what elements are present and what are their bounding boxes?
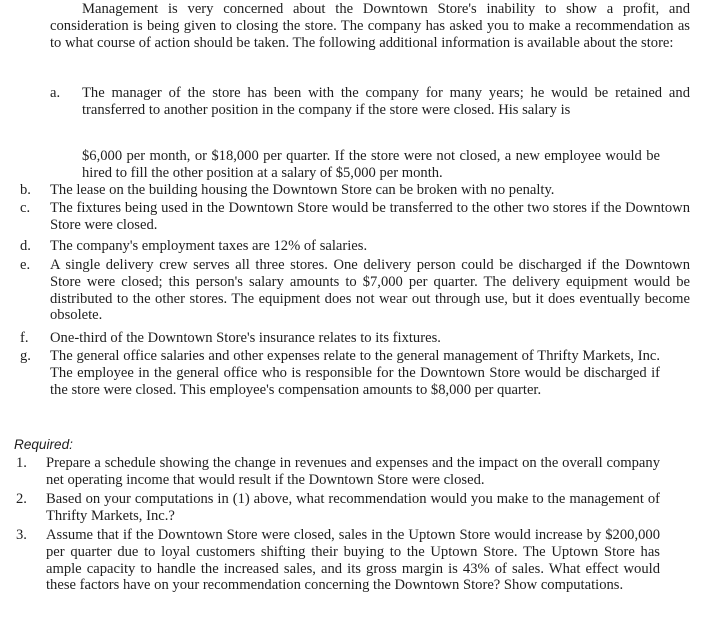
required-item-3 [16, 527, 660, 594]
required-heading: Required: [14, 437, 73, 452]
item-label: f. [20, 330, 29, 346]
item-label: g. [20, 348, 31, 364]
item-label: 3. [16, 527, 27, 543]
info-item-b [20, 182, 690, 199]
info-item-c [20, 200, 690, 234]
item-label: b. [20, 182, 31, 198]
intro-paragraph: Management is very concerned about the Downtown Store's inability to show a profit, and consideration is being given to closing the store. The company has asked you to make a recommendation as to what course of action should be taken. The following additional information is available about the store: [50, 1, 690, 51]
item-text: The lease on the building housing the Downtown Store can be broken with no penalty. [50, 182, 555, 198]
item-text: One-third of the Downtown Store's insurance relates to its fixtures. [50, 330, 441, 346]
item-text: The fixtures being used in the Downtown Store would be transferred to the other two stores if the Downtown Store were closed. [50, 200, 690, 233]
item-label: 1. [16, 455, 27, 471]
info-item-a-continued [82, 148, 660, 182]
item-label: d. [20, 238, 31, 254]
item-label: e. [20, 257, 31, 273]
item-text: The company's employment taxes are 12% of salaries. [50, 238, 368, 254]
required-item-2 [16, 491, 660, 525]
info-item-e [20, 257, 690, 324]
item-text: Prepare a schedule showing the change in revenues and expenses and the impact on the overall company net operating income that would result if the Downtown Store were closed. [46, 455, 660, 488]
info-item-d [20, 238, 690, 255]
item-label: c. [20, 200, 31, 216]
item-text: The manager of the store has been with the company for many years; he would be retained and transferred to another position in the company if the store were closed. His salary is [82, 85, 690, 118]
item-text: Assume that if the Downtown Store were closed, sales in the Uptown Store would increase by $200,000 per quarter due to loyal customers shifting their buying to the Uptown Store. The Uptown Store has ample capacity to handle the increased sales, and its gross margin is 43% of sales. What effect would these factors have on your recommendation concerning the Downtown Store? Show computations. [46, 527, 660, 594]
item-text: Based on your computations in (1) above, what recommendation would you make to the management of Thrifty Markets, Inc.? [46, 491, 660, 524]
info-item-a [50, 85, 690, 119]
item-text: $6,000 per month, or $18,000 per quarter. If the store were not closed, a new employee would be hired to fill the other position at a salary of $5,000 per month. [82, 148, 660, 181]
info-item-g [20, 348, 660, 398]
item-text: The general office salaries and other expenses relate to the general management of Thrifty Markets, Inc. The employee in the general office who is responsible for the Downtown Store would be discharged if the store were closed. This employee's compensation amounts to $8,000 per quarter. [50, 348, 660, 398]
item-label: a. [50, 85, 61, 101]
item-label: 2. [16, 491, 27, 507]
item-text: A single delivery crew serves all three stores. One delivery person could be discharged if the Downtown Store were closed; this person's salary amounts to $7,000 per quarter. The delivery equipment would be distributed to the other stores. The equipment does not wear out through use, but it does eventually become obsolete. [50, 257, 690, 324]
required-item-1 [16, 455, 660, 489]
info-item-f [20, 330, 690, 347]
